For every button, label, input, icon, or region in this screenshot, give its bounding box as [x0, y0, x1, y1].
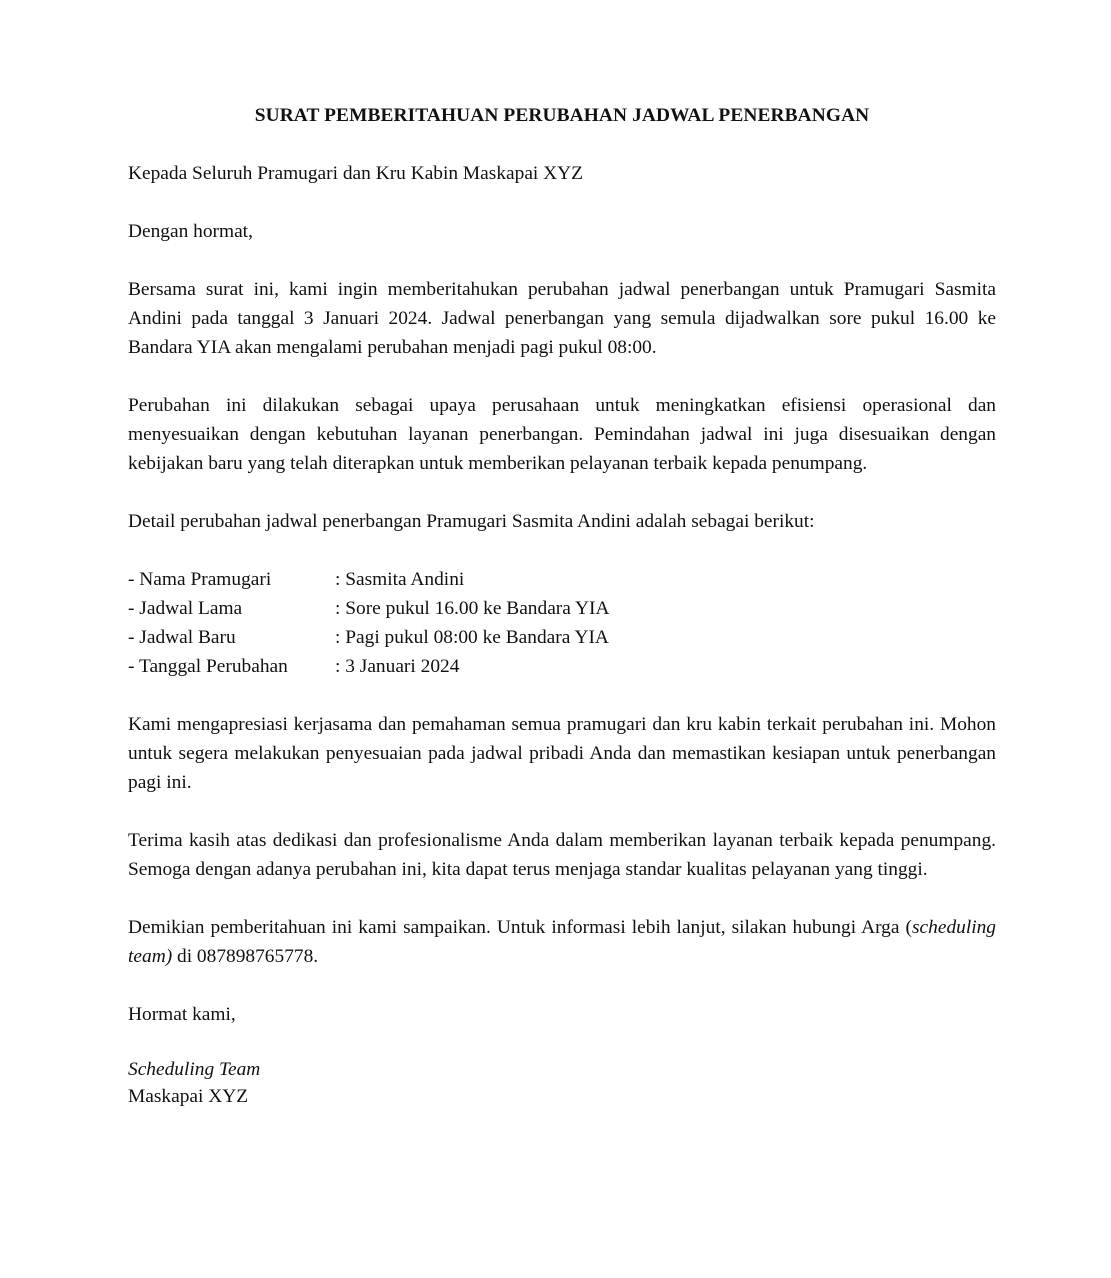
signature-block	[128, 1056, 996, 1110]
detail-row-tanggal-perubahan	[128, 652, 996, 681]
contact-team-italic: scheduling team)	[128, 917, 996, 967]
paragraph-contact	[128, 913, 996, 971]
detail-row-nama-pramugari	[128, 565, 996, 594]
detail-label: - Nama Pramugari	[128, 569, 272, 590]
paragraph-schedule-change: Bersama surat ini, kami ingin memberitahukan perubahan jadwal penerbangan untuk Pramugari Sasmita Andini pada tanggal 3 Januari 2024. Jadwal penerbangan yang semula dijadwalkan sore pukul 16.00 ke Bandara YIA akan mengalami perubahan menjadi pagi pukul 08:00.	[128, 279, 996, 358]
detail-value: : Sasmita Andini	[335, 569, 465, 590]
letter-salutation: Dengan hormat,	[128, 221, 253, 242]
detail-value: : Sore pukul 16.00 ke Bandara YIA	[335, 598, 610, 619]
paragraph-thanks: Terima kasih atas dedikasi dan profesionalisme Anda dalam memberikan layanan terbaik kepada penumpang. Semoga dengan adanya perubahan ini, kita dapat terus menjaga standar kualitas pelayanan yang tinggi.	[128, 830, 996, 880]
detail-value: : 3 Januari 2024	[335, 656, 460, 677]
letter-title: SURAT PEMBERITAHUAN PERUBAHAN JADWAL PENERBANGAN	[254, 105, 870, 126]
contact-phone-text: di 087898765778.	[172, 946, 319, 967]
signature-company: Maskapai XYZ	[128, 1086, 249, 1107]
detail-label: - Jadwal Lama	[128, 598, 243, 619]
letter-recipient: Kepada Seluruh Pramugari dan Kru Kabin Maskapai XYZ	[128, 163, 584, 184]
signature-team: Scheduling Team	[128, 1059, 261, 1080]
letter-content	[128, 101, 996, 1110]
paragraph-appreciation: Kami mengapresiasi kerjasama dan pemahaman semua pramugari dan kru kabin terkait perubahan ini. Mohon untuk segera melakukan penyesuaian pada jadwal pribadi Anda dan memastikan kesiapan untuk penerbangan pagi ini.	[128, 714, 996, 793]
detail-row-jadwal-baru	[128, 623, 996, 652]
detail-intro: Detail perubahan jadwal penerbangan Pramugari Sasmita Andini adalah sebagai berikut:	[128, 511, 815, 532]
detail-row-jadwal-lama	[128, 594, 996, 623]
detail-label: - Jadwal Baru	[128, 627, 236, 648]
detail-label: - Tanggal Perubahan	[128, 656, 288, 677]
detail-value: : Pagi pukul 08:00 ke Bandara YIA	[335, 627, 609, 648]
letter-closing: Hormat kami,	[128, 1004, 236, 1025]
contact-text: Demikian pemberitahuan ini kami sampaikan. Untuk informasi lebih lanjut, silakan hubungi Arga (	[128, 917, 912, 938]
detail-list	[128, 565, 996, 681]
paragraph-reason: Perubahan ini dilakukan sebagai upaya perusahaan untuk meningkatkan efisiensi operasional dan menyesuaikan dengan kebutuhan layanan penerbangan. Pemindahan jadwal ini juga disesuaikan dengan kebijakan baru yang telah diterapkan untuk memberikan pelayanan terbaik kepada penumpang.	[128, 395, 996, 474]
